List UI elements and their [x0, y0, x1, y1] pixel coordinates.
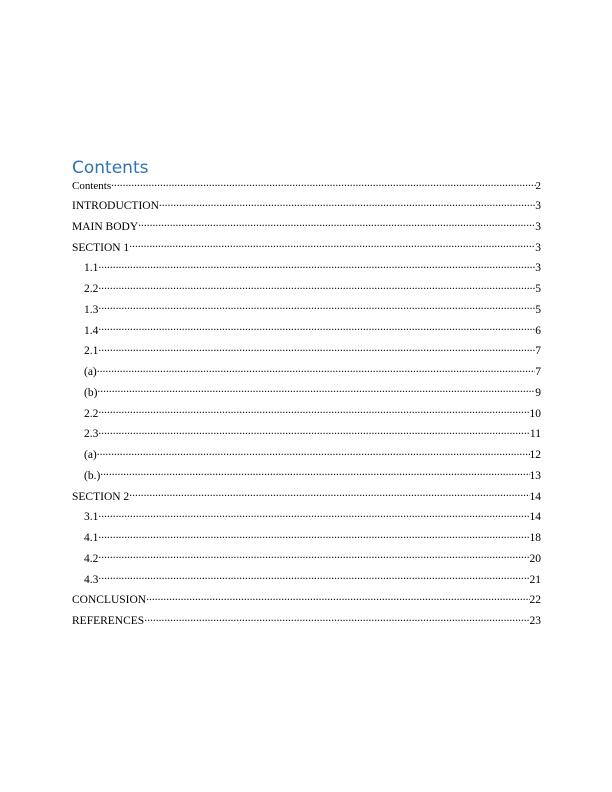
toc-entry[interactable] — [72, 445, 541, 466]
toc-dot-leader — [138, 218, 535, 230]
toc-entry-page-number: 11 — [529, 428, 541, 441]
toc-entry-page-number: 3 — [535, 220, 541, 233]
toc-entry-page-number: 5 — [535, 283, 541, 295]
table-of-contents — [72, 176, 541, 632]
toc-entry-label: 2.1 — [84, 345, 99, 358]
toc-dot-leader — [129, 239, 535, 251]
toc-entry[interactable] — [72, 424, 541, 445]
toc-dot-leader — [97, 384, 535, 396]
toc-entry-page-number: 23 — [529, 615, 541, 627]
toc-dot-leader — [159, 198, 535, 210]
toc-entry-label: (a) — [84, 449, 97, 461]
toc-entry[interactable] — [72, 570, 541, 591]
toc-entry[interactable] — [72, 321, 541, 342]
toc-entry-label: SECTION 1 — [72, 241, 130, 254]
toc-dot-leader — [146, 592, 529, 604]
toc-dot-leader — [98, 281, 535, 293]
toc-dot-leader — [98, 260, 535, 272]
toc-dot-leader — [98, 571, 529, 583]
toc-dot-leader — [98, 405, 529, 417]
toc-entry-page-number: 6 — [535, 324, 541, 337]
toc-entry[interactable] — [72, 217, 541, 238]
toc-entry-page-number: 10 — [529, 407, 541, 420]
toc-dot-leader — [98, 509, 529, 521]
toc-entry-label: (a) — [84, 366, 97, 378]
toc-entry[interactable] — [72, 611, 541, 632]
toc-entry-label: 4.1 — [84, 532, 99, 544]
toc-dot-leader — [98, 426, 530, 438]
toc-entry-label: SECTION 2 — [72, 490, 130, 503]
toc-entry-label: 1.3 — [84, 303, 99, 316]
toc-entry-page-number: 21 — [529, 573, 541, 586]
toc-entry[interactable] — [72, 196, 541, 217]
toc-dot-leader — [144, 613, 529, 625]
toc-entry-page-number: 13 — [529, 469, 541, 482]
toc-entry[interactable] — [72, 507, 541, 528]
toc-entry-page-number: 14 — [529, 511, 541, 524]
toc-entry-page-number: 9 — [535, 386, 541, 399]
toc-dot-leader — [98, 301, 535, 313]
toc-entry[interactable] — [72, 238, 541, 259]
toc-entry[interactable] — [72, 590, 541, 611]
toc-entry[interactable] — [72, 176, 541, 196]
toc-dot-leader — [97, 364, 535, 376]
toc-entry[interactable] — [72, 258, 541, 279]
toc-dot-leader — [98, 550, 529, 562]
toc-entry[interactable] — [72, 300, 541, 321]
toc-entry-label: Contents — [72, 180, 112, 192]
toc-entry[interactable] — [72, 404, 541, 425]
toc-entry[interactable] — [72, 549, 541, 570]
toc-entry-page-number: 18 — [529, 532, 541, 544]
toc-entry-label: CONCLUSION — [72, 594, 147, 607]
toc-entry-label: (b) — [84, 386, 98, 399]
toc-entry-page-number: 7 — [535, 345, 541, 358]
toc-entry-label: REFERENCES — [72, 615, 145, 627]
toc-entry-page-number: 7 — [535, 366, 541, 378]
toc-entry-label: 4.3 — [84, 573, 99, 586]
toc-entry-label: 1.1 — [84, 262, 99, 275]
toc-dot-leader — [100, 467, 529, 479]
toc-entry-page-number: 14 — [529, 490, 541, 503]
toc-entry-label: (b.) — [84, 469, 101, 482]
toc-entry[interactable] — [72, 341, 541, 362]
toc-dot-leader — [98, 530, 529, 542]
toc-dot-leader — [129, 488, 529, 500]
toc-entry-label: 2.2 — [84, 283, 99, 295]
toc-entry[interactable] — [72, 383, 541, 404]
toc-entry-label: INTRODUCTION — [72, 200, 159, 212]
toc-entry-label: MAIN BODY — [72, 220, 139, 233]
toc-entry[interactable] — [72, 362, 541, 383]
toc-entry-label: 2.2 — [84, 407, 99, 420]
toc-entry-page-number: 2 — [535, 180, 541, 192]
toc-entry-label: 4.2 — [84, 552, 99, 565]
toc-dot-leader — [98, 343, 535, 355]
toc-entry[interactable] — [72, 528, 541, 549]
toc-entry-page-number: 12 — [529, 449, 541, 461]
toc-entry-label: 1.4 — [84, 324, 99, 337]
toc-entry[interactable] — [72, 487, 541, 508]
toc-entry-page-number: 3 — [535, 241, 541, 254]
toc-entry-page-number: 5 — [535, 303, 541, 316]
toc-dot-leader — [97, 447, 530, 459]
toc-entry-label: 3.1 — [84, 511, 99, 524]
toc-entry-page-number: 3 — [535, 200, 541, 212]
toc-entry[interactable] — [72, 279, 541, 300]
toc-entry-page-number: 3 — [535, 262, 541, 275]
toc-entry-page-number: 20 — [529, 552, 541, 565]
toc-entry[interactable] — [72, 466, 541, 487]
toc-heading: Contents — [72, 158, 149, 178]
toc-entry-page-number: 22 — [529, 594, 541, 607]
toc-dot-leader — [98, 322, 535, 334]
toc-dot-leader — [111, 178, 535, 190]
toc-entry-label: 2.3 — [84, 428, 99, 441]
